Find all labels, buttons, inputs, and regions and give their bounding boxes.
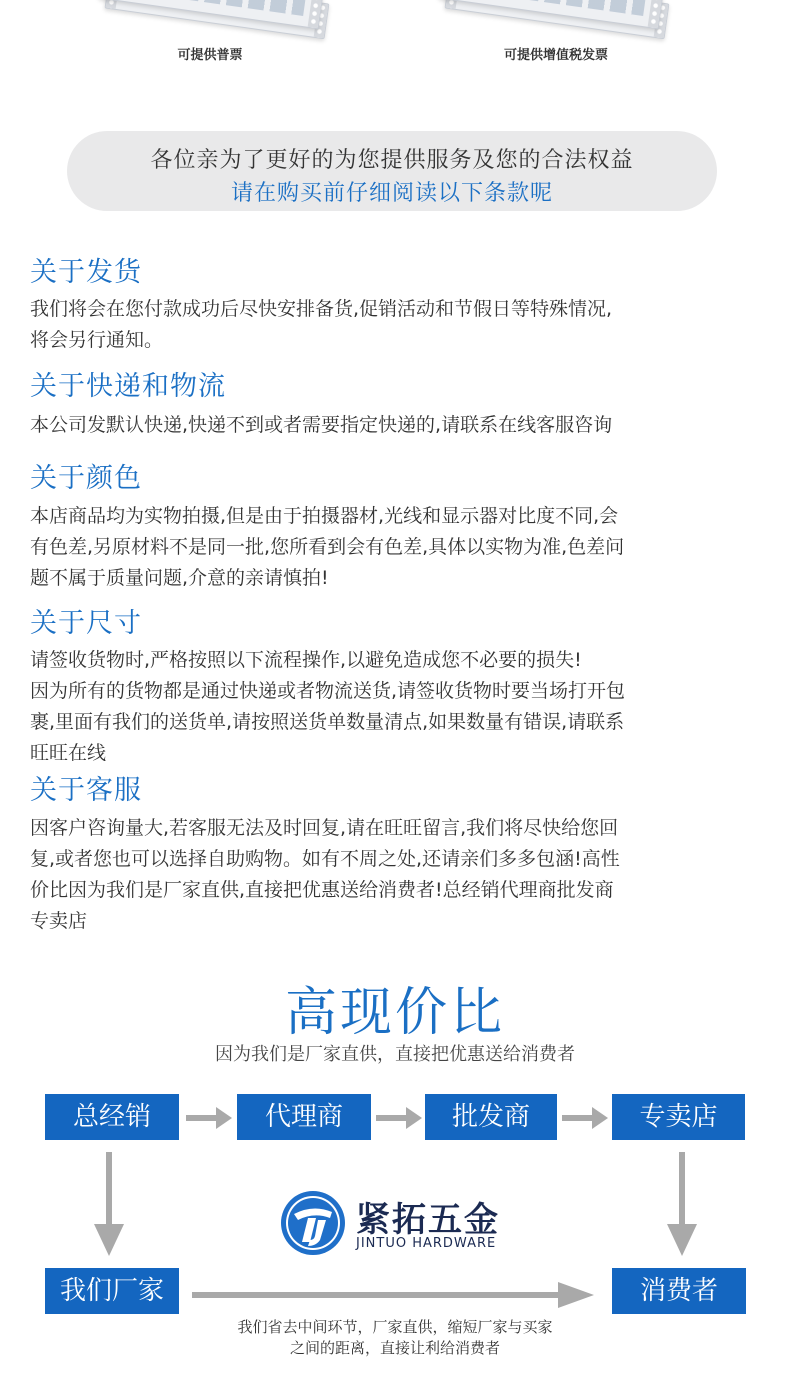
section-body-color (30, 501, 765, 594)
section-line: 我们将会在您付款成功后尽快安排备货,促销活动和节假日等特殊情况, (30, 298, 613, 320)
section-body-size (30, 645, 765, 769)
section-line: 有色差,另原材料不是同一批,您所看到会有色差,具体以实物为准,色差问 (30, 536, 625, 558)
section-line: 本公司发默认快递,快递不到或者需要指定快递的,请联系在线客服咨询 (30, 414, 613, 436)
section-line: 专卖店 (30, 910, 88, 932)
right-arrow-icon (186, 1103, 232, 1133)
flow-note-line-2: 之间的距离，直接让利给消费者 (289, 1339, 500, 1357)
section-line: 因客户咨询量大,若客服无法及时回复,请在旺旺留言,我们将尽快给您回 (30, 817, 619, 839)
section-line: 裹,里面有我们的送货单,请按照送货单数量清点,如果数量有错误,请联系 (30, 711, 625, 733)
vat-invoice-image (440, 0, 670, 40)
section-title-service: 关于客服 (30, 775, 142, 806)
section-line: 将会另行通知。 (30, 329, 164, 351)
flow-note-line-1: 我们省去中间环节，厂家直供，缩短厂家与买家 (237, 1318, 553, 1336)
section-title-delivery: 关于快递和物流 (30, 371, 226, 402)
section-line: 请签收货物时,严格按照以下流程操作,以避免造成您不必要的损失! (30, 649, 582, 671)
down-arrow-icon (94, 1152, 124, 1256)
plain-invoice-image (100, 0, 330, 40)
value-subtitle: 因为我们是厂家直供，直接把优惠送给消费者 (215, 1044, 575, 1065)
section-line: 因为所有的货物都是通过快递或者物流送货,请签收货物时要当场打开包 (30, 680, 626, 702)
section-body-shipping (30, 294, 765, 356)
right-arrow-icon (562, 1103, 608, 1133)
right-arrow-icon (376, 1103, 422, 1133)
flow-box-store: 专卖店 (612, 1094, 745, 1140)
section-line: 本店商品均为实物拍摄,但是由于拍摄器材,光线和显示器对比度不同,会 (30, 505, 619, 527)
value-title: 高现价比 (284, 983, 505, 1043)
down-arrow-icon (667, 1152, 697, 1256)
invoice-strip (0, 0, 790, 70)
section-title-size: 关于尺寸 (30, 608, 142, 639)
section-body-service (30, 813, 765, 937)
notice-line-2: 请在购买前仔细阅读以下条款呢 (230, 181, 553, 206)
section-line: 题不属于质量问题,介意的亲请慎拍! (30, 567, 329, 589)
notice-banner (67, 131, 717, 211)
flow-box-consumer: 消费者 (612, 1268, 746, 1314)
notice-line-1: 各位亲为了更好的为您提供服务及您的合法权益 (150, 148, 634, 173)
vat-invoice-label: 可提供增值税发票 (503, 48, 608, 63)
section-line: 复,或者您也可以选择自助购物。如有不周之处,还请亲们多多包涵!高性 (30, 848, 620, 870)
flow-box-wholesaler: 批发商 (425, 1094, 557, 1140)
plain-invoice-label: 可提供普票 (177, 48, 243, 63)
flow-box-distributor: 总经销 (45, 1094, 179, 1140)
flow-box-agent: 代理商 (237, 1094, 371, 1140)
section-title-color: 关于颜色 (30, 463, 142, 494)
section-line: 旺旺在线 (30, 742, 107, 764)
flow-box-factory: 我们厂家 (45, 1268, 179, 1314)
section-title-shipping: 关于发货 (30, 257, 142, 288)
long-right-arrow-icon (192, 1280, 594, 1310)
brand-logo (280, 1190, 520, 1260)
section-line: 价比因为我们是厂家直供,直接把优惠送给消费者!总经销代理商批发商 (30, 879, 614, 901)
brand-name-en: JINTUO HARDWARE (356, 1236, 497, 1251)
brand-mark-icon (280, 1190, 346, 1256)
section-body-delivery (30, 410, 765, 441)
brand-name-cn: 紧拓五金 (356, 1200, 500, 1240)
